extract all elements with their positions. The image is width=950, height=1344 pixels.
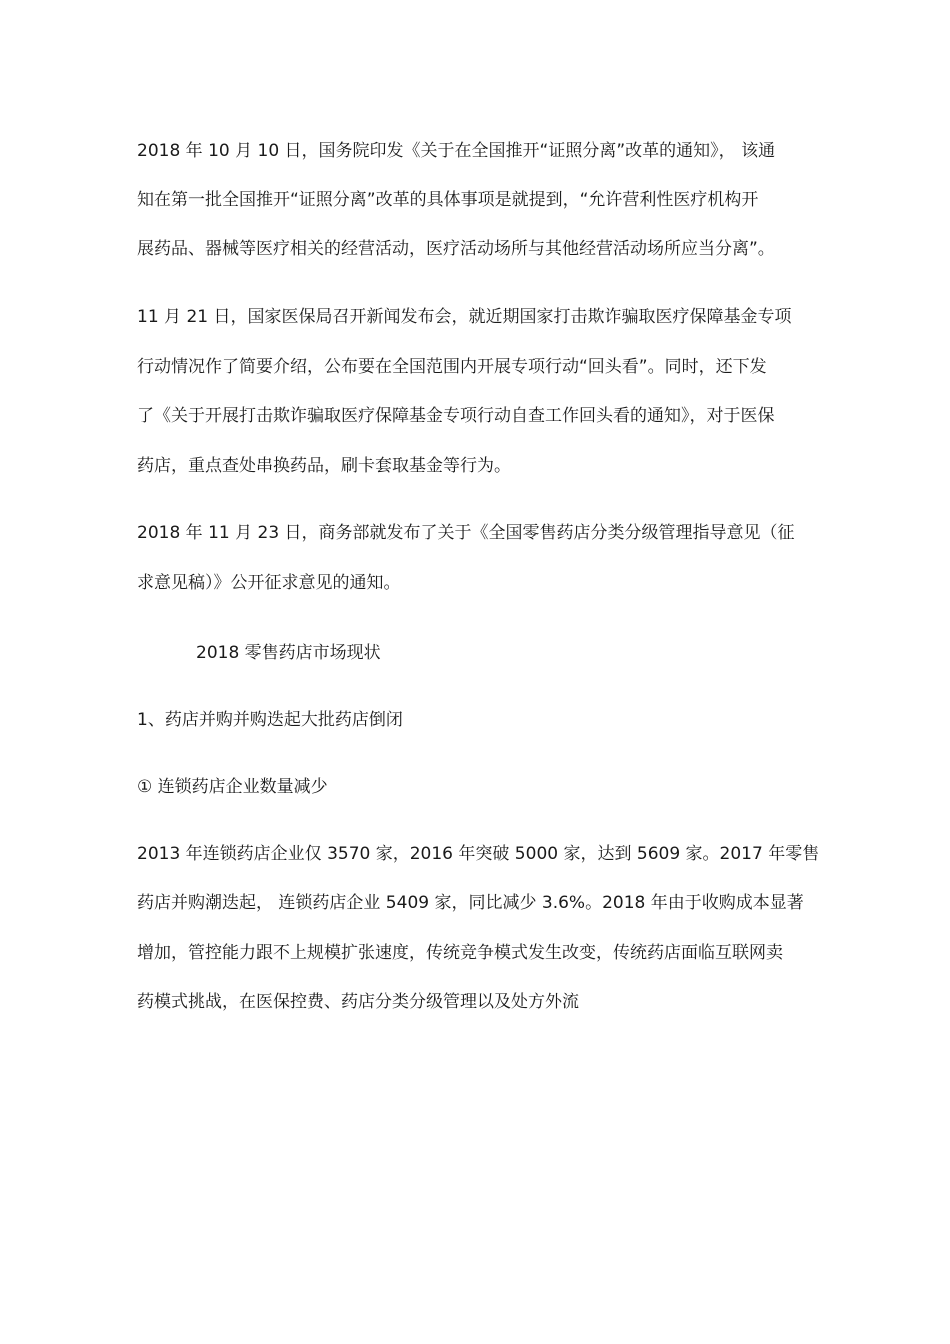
paragraph-2-line-1: 11 月 21 日，国家医保局召开新闻发布会，就近期国家打击欺诈骗取医疗保障基金专项 <box>137 307 792 327</box>
paragraph-1-line-2: 知在第一批全国推开“证照分离”改革的具体事项是就提到，“允许营利性医疗机构开 <box>137 190 759 210</box>
paragraph-2-line-3: 了《关于开展打击欺诈骗取医疗保障基金专项行动自查工作回头看的通知》，对于医保 <box>137 406 775 426</box>
paragraph-3-line-2: 求意见稿）》公开征求意见的通知。 <box>137 573 401 593</box>
paragraph-1-line-1: 2018 年 10 月 10 日，国务院印发《关于在全国推开“证照分离”改革的通知》， 该通 <box>137 141 776 161</box>
subsection-1-title: ① 连锁药店企业数量减少 <box>137 777 328 797</box>
paragraph-1-line-3: 展药品、器械等医疗相关的经营活动，医疗活动场所与其他经营活动场所应当分离”。 <box>137 239 775 259</box>
paragraph-4-line-4: 药模式挑战，在医保控费、药店分类分级管理以及处方外流 <box>137 992 579 1012</box>
paragraph-2-line-4: 药店，重点查处串换药品，刷卡套取基金等行为。 <box>137 456 511 476</box>
paragraph-3-line-1: 2018 年 11 月 23 日，商务部就发布了关于《全国零售药店分类分级管理指导意见（征 <box>137 523 795 543</box>
paragraph-4-line-1: 2013 年连锁药店企业仅 3570 家，2016 年突破 5000 家，达到 5609 家。2017 年零售 <box>137 844 820 864</box>
paragraph-2-line-2: 行动情况作了简要介绍，公布要在全国范围内开展专项行动“回头看”。同时，还下发 <box>137 357 767 377</box>
section-heading: 2018 零售药店市场现状 <box>196 643 381 663</box>
paragraph-4-line-2: 药店并购潮迭起， 连锁药店企业 5409 家，同比减少 3.6%。2018 年由于收购成本显著 <box>137 893 804 913</box>
paragraph-4-line-3: 增加，管控能力跟不上规模扩张速度，传统竞争模式发生改变，传统药店面临互联网卖 <box>137 943 783 963</box>
section-1-title: 1、药店并购并购迭起大批药店倒闭 <box>137 710 403 730</box>
